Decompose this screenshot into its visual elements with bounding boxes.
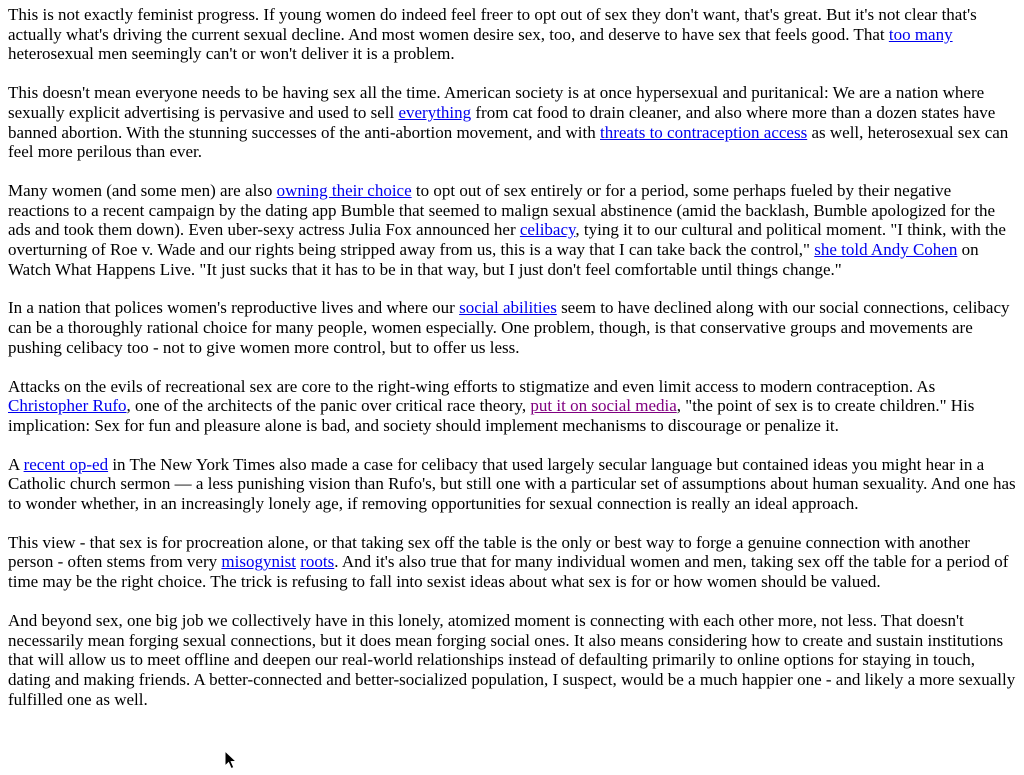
paragraph: This view - that sex is for procreation alone, or that taking sex off the table is the only or best way to forge a genuine connection with another person - often stems from very misogynist roots. And it's also true that for many individual women and men, taking sex off the table for a period of time may be the right choice. The trick is refusing to fall into sexist ideas about what sex is for or how women should be valued. [8,532,1009,592]
link-celibacy[interactable]: celibacy [519,220,576,240]
link-recent-op-ed[interactable]: recent op-ed [23,454,109,474]
paragraph: This is not exactly feminist progress. If young women do indeed feel freer to opt out of sex they don't want, that's great. But it's not clear that's actually what's driving the current sexual decline. And most women desire sex, too, and deserve to have sex that feels good. That too many heterosexual men seemingly can't or won't deliver it is a problem. [8,5,977,64]
paragraph: In a nation that polices women's reproductive lives and where our social abilities seem to have declined along with our social connections, celibacy can be a thoroughly rational choice for many people, women especially. One problem, though, is that conservative groups and movements are pushing celibacy too - not to give women more control, but to offer us less. [8,298,1010,357]
link-she-told-andy-cohen[interactable]: she told Andy Cohen [814,240,958,260]
link-christopher-rufo[interactable]: Christopher Rufo [8,396,127,416]
link-everything[interactable]: everything [398,102,472,122]
paragraph: Attacks on the evils of recreational sex are core to the right-wing efforts to stigmatize and even limit access to modern contraception. As Christopher Rufo, one of the architects of the panic over critical race theory, put it on social media, "the point of sex is to create children." His implication: Sex for fun and pleasure alone is bad, and society should implement mechanisms to discourage or penalize it. [8,376,975,435]
link-put-it-on-social-media[interactable]: put it on social media [530,396,677,416]
paragraph: And beyond sex, one big job we collectively have in this lonely, atomized moment is connecting with each other more, not less. That doesn't necessarily mean forging sexual connections, but it does mean forging social ones. It also means considering how to create and sustain institutions that will allow us to meet offline and deepen our real-world relationships instead of defaulting primarily to online options for staying in touch, dating and making friends. A better-connected and better-socialized population, I suspect, would be a much happier one - and likely a more sexually fulfilled one as well. [8,610,1016,709]
link-owning-their-choice[interactable]: owning their choice [276,180,412,200]
paragraph: Many women (and some men) are also owning their choice to opt out of sex entirely or for a period, some perhaps fueled by their negative reactions to a recent campaign by the dating app Bumble that seemed to malign sexual abstinence (amid the backlash, Bumble apologized for the ads and took them down). Even uber-sexy actress Julia Fox announced her celibacy, tying it to our cultural and political moment. "I think, with the overturning of Roe v. Wade and our rights being stripped away from us, this is a way that I can take back the control," she told Andy Cohen on Watch What Happens Live. "It just sucks that it has to be in that way, but I just don't feel comfortable until things change." [8,180,1006,279]
link-threats-to-contraception-access[interactable]: threats to contraception access [600,122,808,142]
link-too-many[interactable]: too many [888,24,953,44]
link-social-abilities[interactable]: social abilities [459,298,557,318]
paragraph: This doesn't mean everyone needs to be having sex all the time. American society is at once hypersexual and puritanical: We are a nation where sexually explicit advertising is pervasive and used to sell everything from cat food to drain cleaner, and also where more than a dozen states have banned abortion. With the stunning successes of the anti-abortion movement, and with threats to contraception access as well, heterosexual sex can feel more perilous than ever. [8,83,1009,162]
link-roots[interactable]: roots [300,552,335,572]
mouse-cursor-arrow-icon [224,750,238,770]
link-misogynist[interactable]: misogynist [221,552,297,572]
paragraph: A recent op-ed in The New York Times also made a case for celibacy that used largely secular language but contained ideas you might hear in a Catholic church sermon — a less punishing vision than Rufo's, but still one with a particular set of assumptions about human sexuality. And one has to wonder whether, in an increasingly lonely age, if removing opportunities for sexual connection is really an ideal approach. [8,454,1016,514]
